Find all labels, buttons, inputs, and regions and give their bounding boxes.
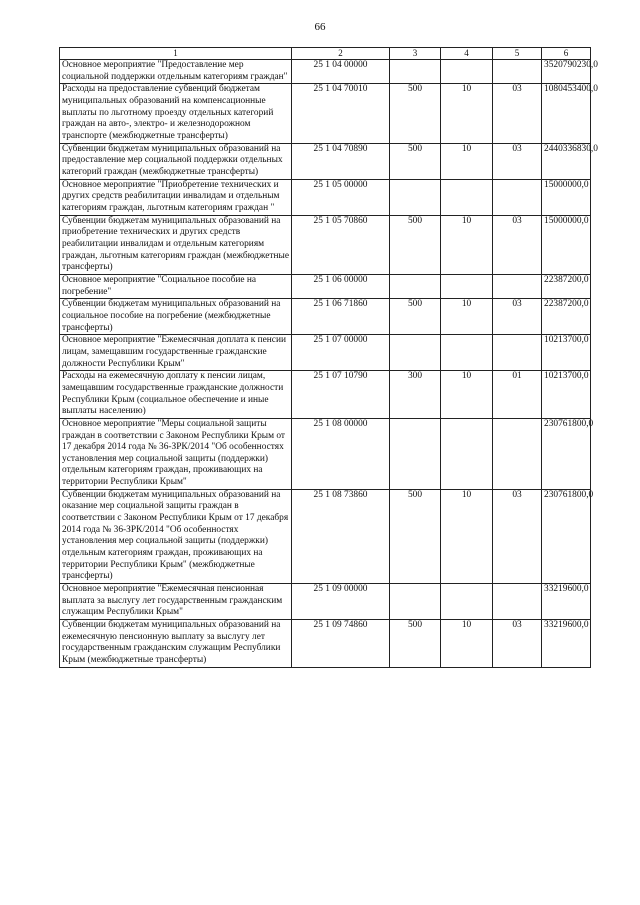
row-description: Основное мероприятие "Приобретение технических и других средств реабилитации инвалидам и отдельным категориям граждан, льготным категориям граждан "	[60, 179, 292, 215]
table-row	[60, 418, 591, 489]
row-expense-type: 500	[390, 84, 441, 143]
budget-table	[59, 47, 598, 668]
row-subsection: 03	[493, 620, 542, 668]
row-description: Основное мероприятие "Ежемесячная пенсионная выплата за выслугу лет государственным гражданским служащим Республики Крым"	[60, 584, 292, 620]
row-expense-type: 500	[390, 620, 441, 668]
row-subsection	[493, 335, 542, 371]
row-description: Основное мероприятие "Ежемесячная доплата к пенсии лицам, замещавшим государственные гражданские должности Республики Крым"	[60, 335, 292, 371]
row-expense-type	[390, 60, 441, 84]
row-expense-type: 500	[390, 489, 441, 583]
row-amount: 33219600,0	[542, 620, 591, 668]
row-subsection	[493, 274, 542, 298]
row-code: 25 1 07 10790	[292, 371, 390, 419]
row-description: Основное мероприятие "Социальное пособие на погребение"	[60, 274, 292, 298]
column-header: 4	[441, 48, 493, 60]
row-section: 10	[441, 620, 493, 668]
row-expense-type: 500	[390, 143, 441, 179]
row-expense-type: 500	[390, 215, 441, 274]
row-section	[441, 274, 493, 298]
row-subsection: 01	[493, 371, 542, 419]
row-subsection: 03	[493, 84, 542, 143]
row-expense-type	[390, 335, 441, 371]
row-code: 25 1 05 00000	[292, 179, 390, 215]
column-header: 2	[292, 48, 390, 60]
table-row	[60, 335, 591, 371]
row-subsection	[493, 584, 542, 620]
row-expense-type: 300	[390, 371, 441, 419]
row-code: 25 1 04 70890	[292, 143, 390, 179]
column-header: 5	[493, 48, 542, 60]
row-code: 25 1 08 00000	[292, 418, 390, 489]
row-code: 25 1 06 71860	[292, 299, 390, 335]
row-amount: 33219600,0	[542, 584, 591, 620]
row-code: 25 1 08 73860	[292, 489, 390, 583]
row-description: Субвенции бюджетам муниципальных образований на социальное пособие на погребение (межбюджетные трансферты)	[60, 299, 292, 335]
row-section	[441, 335, 493, 371]
row-section: 10	[441, 489, 493, 583]
row-subsection	[493, 60, 542, 84]
row-expense-type	[390, 418, 441, 489]
row-subsection: 03	[493, 299, 542, 335]
table-row	[60, 274, 591, 298]
row-amount: 22387200,0	[542, 274, 591, 298]
row-amount: 3520790230,0	[542, 60, 591, 84]
row-amount: 2440336830,0	[542, 143, 591, 179]
row-code: 25 1 04 70010	[292, 84, 390, 143]
column-header: 6	[542, 48, 591, 60]
row-subsection: 03	[493, 143, 542, 179]
row-code: 25 1 04 00000	[292, 60, 390, 84]
table-row	[60, 299, 591, 335]
table-header-row	[60, 48, 591, 60]
table-row	[60, 584, 591, 620]
row-section	[441, 418, 493, 489]
table-row	[60, 489, 591, 583]
table-row	[60, 215, 591, 274]
row-subsection	[493, 418, 542, 489]
column-header: 1	[60, 48, 292, 60]
row-amount: 10213700,0	[542, 335, 591, 371]
row-description: Расходы на ежемесячную доплату к пенсии лицам, замещавшим государственные гражданские должности Республики Крым (социальное обеспечение и иные выплаты населению)	[60, 371, 292, 419]
row-description: Субвенции бюджетам муниципальных образований на оказание мер социальной защиты граждан в соответствии с Законом Республики Крым от 17 декабря 2014 года № 36-ЗРК/2014 "Об особенностях установления мер социальной защиты (поддержки) отдельным категориям граждан, проживающих на территории Республики Крым" (межбюджетные трансферты)	[60, 489, 292, 583]
table-row	[60, 371, 591, 419]
table-body	[60, 60, 598, 667]
table-row	[60, 143, 591, 179]
row-description: Расходы на предоставление субвенций бюджетам муниципальных образований на компенсационные выплаты по льготному проезду отдельных категорий граждан на авто-, электро- и железнодорожном транспорте (межбюджетные трансферты)	[60, 84, 292, 143]
row-expense-type	[390, 584, 441, 620]
row-section: 10	[441, 371, 493, 419]
row-amount: 15000000,0	[542, 179, 591, 215]
page-number: 66	[314, 21, 326, 33]
row-description: Основное мероприятие "Меры социальной защиты граждан в соответствии с Законом Республики Крым от 17 декабря 2014 года № 36-ЗРК/2014 "Об особенностях установления мер социальной защиты (поддержки) отдельным категориям граждан, проживающих на территории Республики Крым"	[60, 418, 292, 489]
row-section	[441, 179, 493, 215]
table-row	[60, 179, 591, 215]
row-amount: 15000000,0	[542, 215, 591, 274]
table-row	[60, 60, 591, 84]
row-subsection: 03	[493, 489, 542, 583]
row-code: 25 1 09 74860	[292, 620, 390, 668]
row-section: 10	[441, 299, 493, 335]
row-code: 25 1 07 00000	[292, 335, 390, 371]
table-row	[60, 84, 591, 143]
table-row	[60, 620, 591, 668]
row-subsection	[493, 179, 542, 215]
row-expense-type	[390, 179, 441, 215]
row-amount: 22387200,0	[542, 299, 591, 335]
row-amount: 10213700,0	[542, 371, 591, 419]
row-section: 10	[441, 215, 493, 274]
row-expense-type	[390, 274, 441, 298]
row-section: 10	[441, 84, 493, 143]
row-description: Основное мероприятие "Предоставление мер социальной поддержки отдельным категориям граждан"	[60, 60, 292, 84]
row-expense-type: 500	[390, 299, 441, 335]
row-description: Субвенции бюджетам муниципальных образований на приобретение технических и других средств реабилитации инвалидам и отдельным категориям граждан, льготным категориям граждан (межбюджетные трансферты)	[60, 215, 292, 274]
row-code: 25 1 05 70860	[292, 215, 390, 274]
column-header: 3	[390, 48, 441, 60]
row-amount: 1080453400,0	[542, 84, 591, 143]
row-amount: 230761800,0	[542, 418, 591, 489]
row-subsection: 03	[493, 215, 542, 274]
row-code: 25 1 06 00000	[292, 274, 390, 298]
row-section	[441, 584, 493, 620]
row-section: 10	[441, 143, 493, 179]
row-amount: 230761800,0	[542, 489, 591, 583]
row-description: Субвенции бюджетам муниципальных образований на ежемесячную пенсионную выплату за выслугу лет государственным гражданским служащим Республики Крым (межбюджетные трансферты)	[60, 620, 292, 668]
row-description: Субвенции бюджетам муниципальных образований на предоставление мер социальной поддержки отдельных категорий граждан (межбюджетные трансферты)	[60, 143, 292, 179]
row-code: 25 1 09 00000	[292, 584, 390, 620]
row-section	[441, 60, 493, 84]
